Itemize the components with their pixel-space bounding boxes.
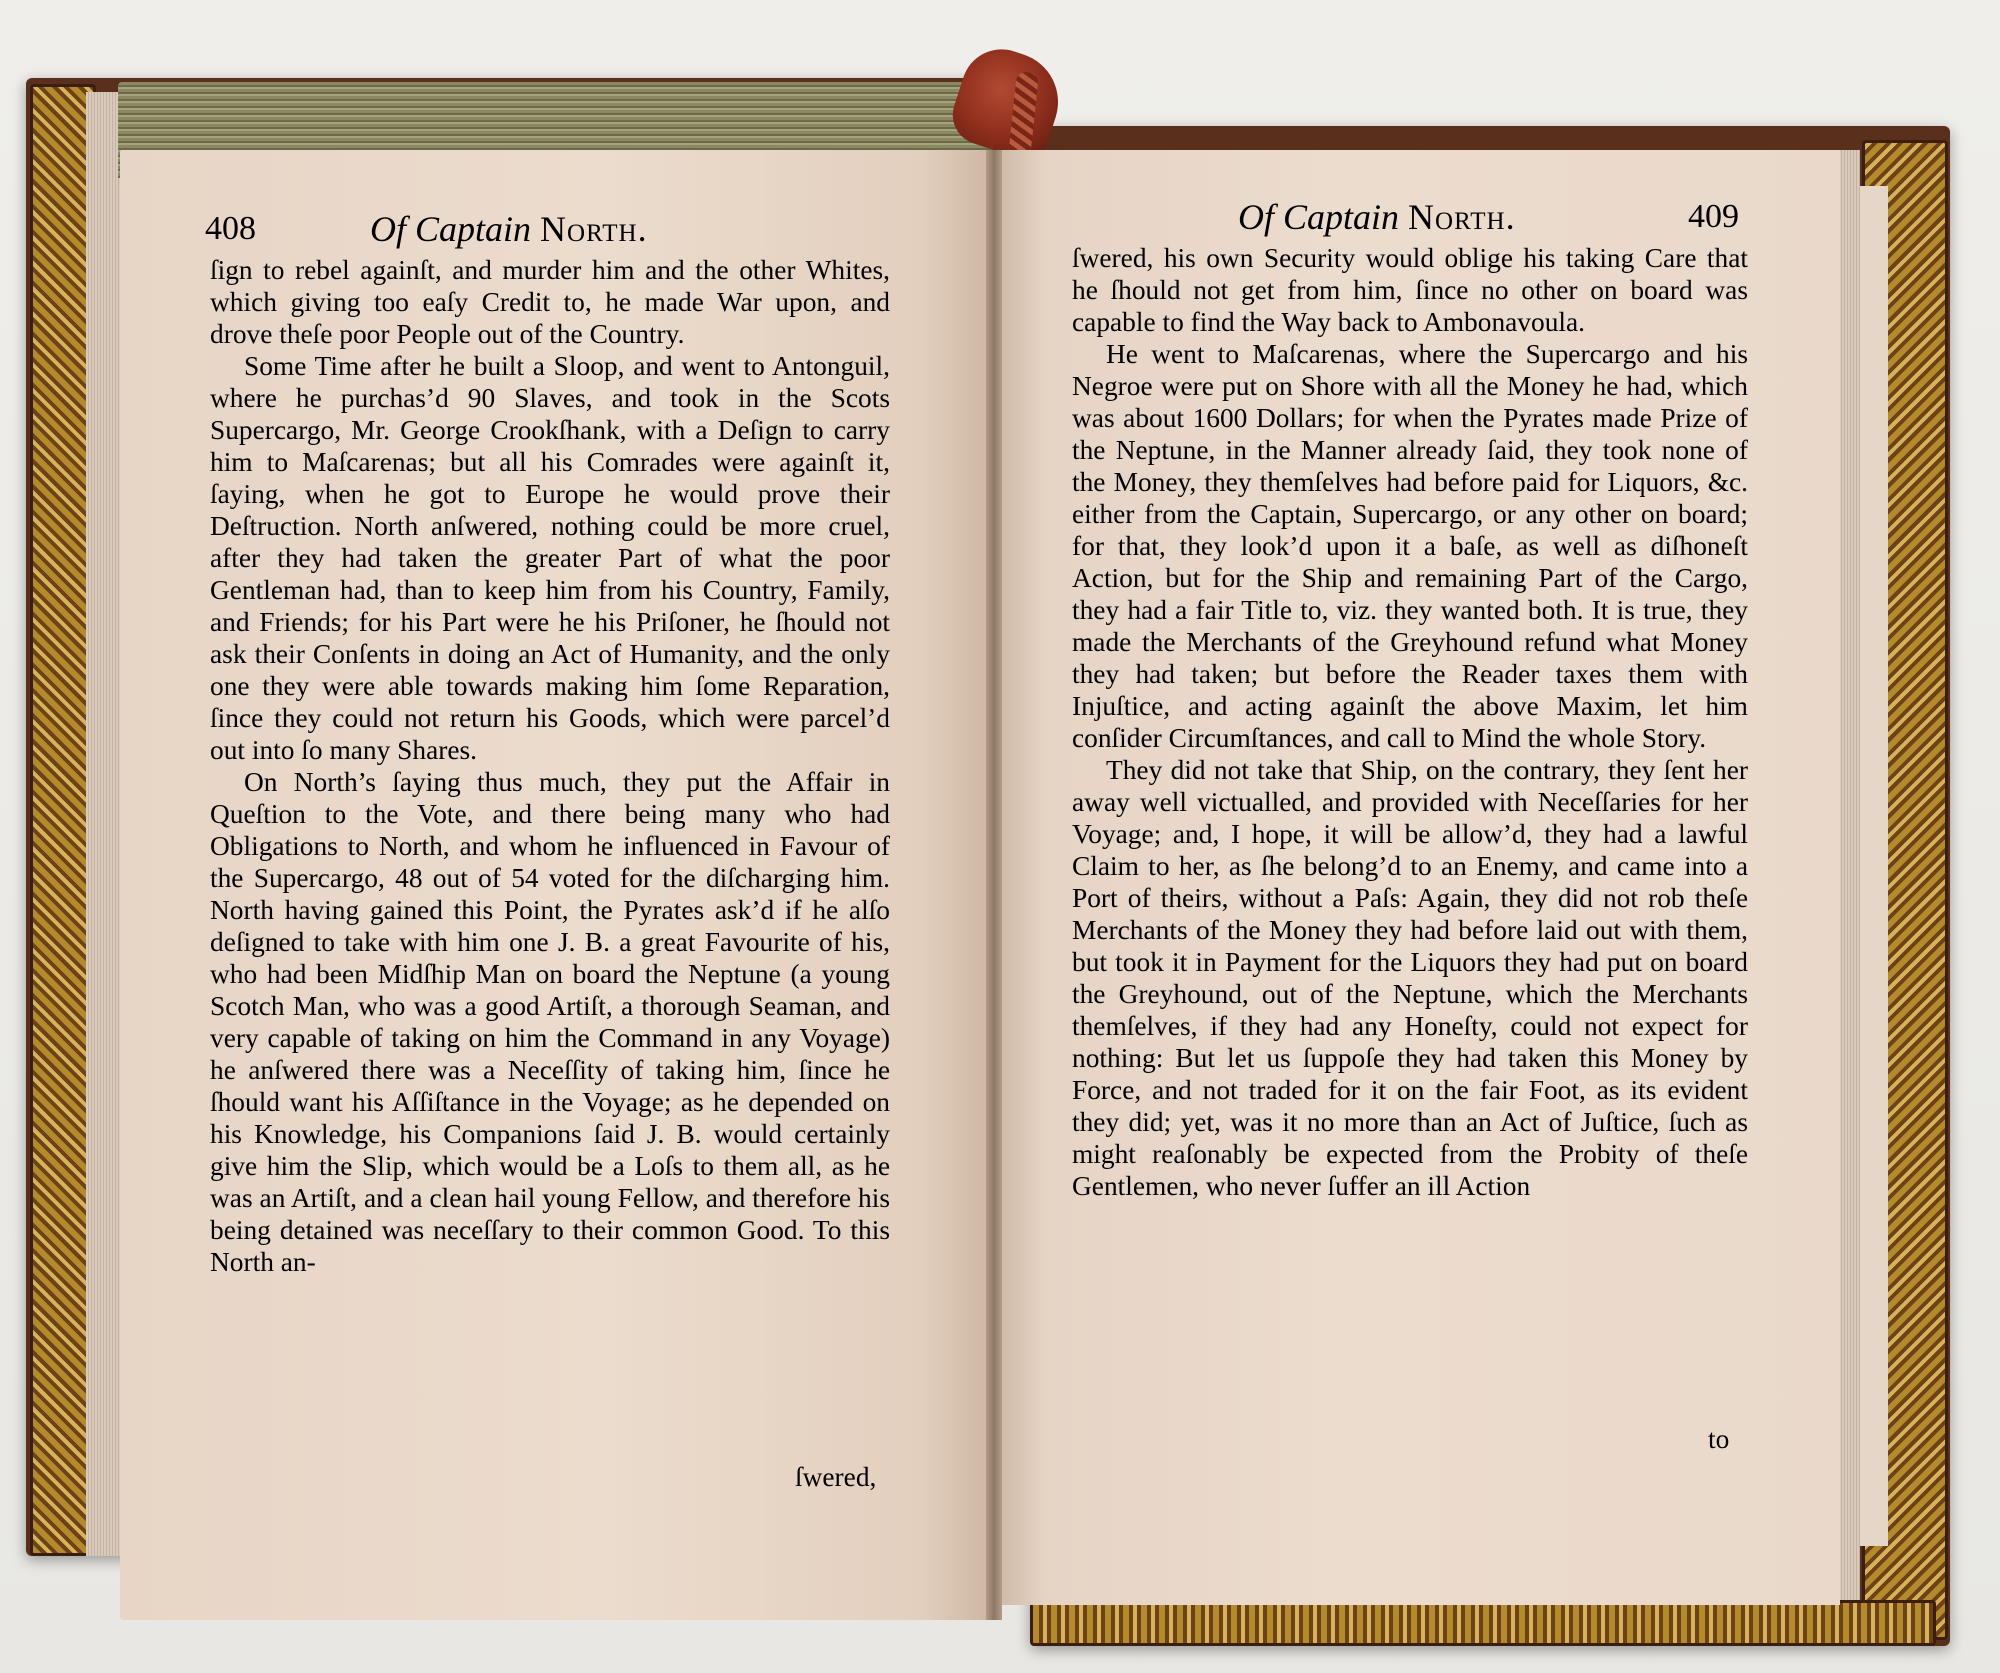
right-page-text <box>1072 242 1748 1202</box>
right-running-head-prefix: Of Captain <box>1238 197 1409 237</box>
left-page-number: 408 <box>205 210 256 247</box>
left-running-head <box>370 208 648 250</box>
left-paragraph-2: Some Time after he built a Sloop, and went to Antonguil, where he purchas’d 90 Slaves, and took in the Scots Supercargo, Mr. George Crookſhank, with a Deſign to carry him to Maſcarenas; but all his Comrades were againſt it, ſaying, when he got to Europe he would prove their Deſtruction. North anſwered, nothing could be more cruel, after they had taken the greater Part of what the poor Gentleman had, than to keep him from his Country, Family, and Friends; for his Part were he his Priſoner, he ſhould not ask their Conſents in doing an Act of Humanity, and the only one they were able towards making him ſome Reparation, ſince they could not return his Goods, which were parcel’d out into ſo many Shares. <box>210 351 890 765</box>
left-paragraph-1: ſign to rebel againſt, and murder him and the other Whites, which giving too eaſy Credit to, he made War upon, and drove theſe poor People out of the Country. <box>210 255 890 349</box>
right-paragraph-1: ſwered, his own Security would oblige his taking Care that he ſhould not get from him, ſince no other on board was capable to find the Way back to Ambonavoula. <box>1072 243 1748 337</box>
right-running-head-name: North. <box>1408 197 1516 237</box>
left-catchword: ſwered, <box>795 1462 877 1492</box>
right-catchword: to <box>1708 1424 1730 1454</box>
right-running-head <box>1238 196 1516 238</box>
right-page-number: 409 <box>1688 198 1739 235</box>
right-paragraph-2: He went to Maſcarenas, where the Supercargo and his Negroe were put on Shore with all the Money he had, which was about 1600 Dollars; for when the Pyrates made Prize of the Neptune, in the Manner already ſaid, they took none of the Money, they themſelves had before paid for Liquors, &c. either from the Captain, Supercargo, or any other on board; for that, they look’d upon it a baſe, as well as diſhoneſt Action, but for the Ship and remaining Part of the Cargo, they had a fair Title to, viz. they wanted both. It is true, they made the Merchants of the Greyhound refund what Money they had taken; but before the Reader taxes them with Injuſtice, and acting againſt the above Maxim, let him conſider Circumſtances, and call to Mind the whole Story. <box>1072 339 1748 753</box>
left-page-stack <box>86 92 122 1556</box>
left-page-text <box>210 254 890 1278</box>
bottom-cover-gilt-border <box>1030 1600 1936 1646</box>
right-paragraph-3: They did not take that Ship, on the contrary, they ſent her away well victualled, and provided with Neceſſaries for her Voyage; and, I hope, it will be allow’d, they had a lawful Claim to her, as ſhe belong’d to an Enemy, and came into a Port of theirs, without a Paſs: Again, they did not rob theſe Merchants of the Money they had before laid out with them, but took it in Payment for the Liquors they had put on board the Greyhound, out of the Neptune, which the Merchants themſelves, if they had any Honeſty, could not expect for nothing: But let us ſuppoſe they had taken this Money by Force, and not traded for it on the fair Foot, as its evident they did; yet, was it no more than an Act of Juſtice, ſuch as might reaſonably be expected from the Probity of theſe Gentlemen, who never ſuffer an ill Action <box>1072 755 1748 1201</box>
left-running-head-name: North. <box>540 209 648 249</box>
endpaper-edge <box>1858 186 1888 1546</box>
book-gutter <box>986 150 1002 1620</box>
left-running-head-prefix: Of Captain <box>370 209 541 249</box>
left-paragraph-3: On North’s ſaying thus much, they put the Affair in Queſtion to the Vote, and there being many who had Obligations to North, and whom he influenced in Favour of the Supercargo, 48 out of 54 voted for the diſcharging him. North having gained this Point, the Pyrates ask’d if he alſo deſigned to take with him one J. B. a great Favourite of his, who had been Midſhip Man on board the Neptune (a young Scotch Man, who was a good Artiſt, a thorough Seaman, and very capable of taking on him the Command in any Voyage) he anſwered there was a Neceſſity of taking him, ſince he ſhould want his Aſſiſtance in the Voyage; as he depended on his Knowledge, his Companions ſaid J. B. would certainly give him the Slip, which would be a Loſs to them all, as he was an Artiſt, and a clean hail young Fellow, and therefore his being detained was neceſſary to their common Good. To this North an- <box>210 767 890 1277</box>
